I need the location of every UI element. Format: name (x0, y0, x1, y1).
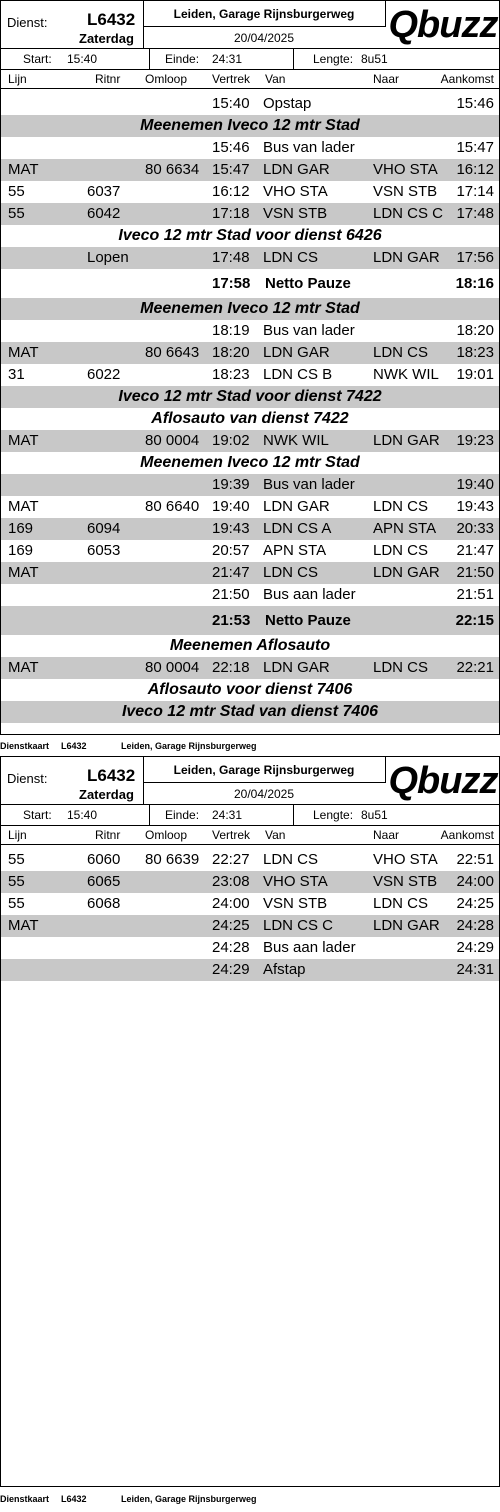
cell-naar: LDN CS C (373, 205, 444, 222)
page-header (1, 1, 499, 49)
cell-aankomst: 19:01 (456, 366, 494, 383)
cell-ritnr: 6022 (87, 366, 121, 383)
cell-omloop: 80 6643 (145, 344, 200, 361)
cell-van: Afstap (263, 961, 306, 978)
section-title-row (1, 225, 499, 247)
qbuzz-logo: Qbuzz (388, 4, 498, 46)
table-row (1, 474, 499, 496)
cell-vertrek: 19:39 (212, 476, 250, 493)
footer-location: Leiden, Garage Rijnsburgerweg (121, 741, 257, 751)
cell-vertrek: 16:12 (212, 183, 250, 200)
cell-omloop: 80 0004 (145, 659, 200, 676)
table-row (1, 342, 499, 364)
cell-naar: VSN STB (373, 873, 438, 890)
cell-ritnr: 6094 (87, 520, 121, 537)
table-row (1, 562, 499, 584)
cell-van: Bus aan lader (263, 586, 356, 603)
table-row (1, 181, 499, 203)
table-row (1, 137, 499, 159)
cell-naar: LDN GAR (373, 249, 440, 266)
col-vertrek: Vertrek (212, 72, 251, 86)
footer-code: L6432 (61, 741, 87, 751)
start-label: Start: (23, 808, 52, 822)
section-title-row (1, 115, 499, 137)
pause-row (1, 269, 499, 298)
cell-naar: LDN CS (373, 659, 429, 676)
cell-aankomst: 15:47 (456, 139, 494, 156)
cell-lijn: MAT (8, 498, 39, 515)
cell-aankomst: 21:47 (456, 542, 494, 559)
col-lijn: Lijn (8, 72, 27, 86)
cell-aankomst: 17:14 (456, 183, 494, 200)
cell-ritnr: 6060 (87, 851, 121, 868)
section-title: Meenemen Iveco 12 mtr Stad (140, 454, 360, 471)
section-title: Meenemen Aflosauto (169, 637, 331, 654)
pause-start: 17:58 (212, 275, 251, 292)
cell-vertrek: 19:40 (212, 498, 250, 515)
cell-lijn: MAT (8, 659, 39, 676)
cell-vertrek: 18:19 (212, 322, 250, 339)
table-row (1, 915, 499, 937)
cell-van: Opstap (263, 95, 312, 112)
cell-ritnr: Lopen (87, 249, 129, 266)
cell-aankomst: 21:51 (456, 586, 494, 603)
cell-lijn: MAT (8, 344, 39, 361)
cell-naar: VSN STB (373, 183, 438, 200)
cell-aankomst: 24:31 (456, 961, 494, 978)
divider (293, 805, 294, 826)
dienst-label: Dienst: (7, 771, 48, 786)
cell-vertrek: 24:29 (212, 961, 250, 978)
section-title: Meenemen Iveco 12 mtr Stad (140, 300, 360, 317)
cell-van: NWK WIL (263, 432, 329, 449)
garage-location: Leiden, Garage Rijnsburgerweg (173, 7, 355, 21)
pause-end: 22:15 (455, 612, 494, 629)
cell-lijn: 169 (8, 542, 34, 559)
start-time: 15:40 (67, 52, 98, 66)
section-title: Iveco 12 mtr Stad voor dienst 6426 (118, 227, 382, 244)
cell-vertrek: 15:40 (212, 95, 250, 112)
cell-omloop: 80 6634 (145, 161, 200, 178)
einde-time: 24:31 (212, 52, 243, 66)
divider (293, 49, 294, 70)
cell-van: Bus aan lader (263, 939, 356, 956)
divider (149, 49, 150, 70)
col-aankomst: Aankomst (440, 72, 494, 86)
cell-van: VSN STB (263, 895, 328, 912)
dienst-label: Dienst: (7, 15, 48, 30)
cell-vertrek: 19:02 (212, 432, 250, 449)
pause-label: Netto Pauze (265, 612, 351, 629)
col-van: Van (265, 72, 286, 86)
page-header (1, 757, 499, 805)
col-aankomst: Aankomst (440, 828, 494, 842)
cell-van: Bus van lader (263, 476, 355, 493)
cell-naar: LDN CS (373, 895, 429, 912)
shift-times-bar (1, 805, 499, 826)
start-time: 15:40 (67, 808, 98, 822)
footer-location: Leiden, Garage Rijnsburgerweg (121, 1494, 257, 1504)
garage-location: Leiden, Garage Rijnsburgerweg (173, 763, 355, 777)
col-ritnr: Ritnr (95, 828, 121, 842)
cell-aankomst: 19:40 (456, 476, 494, 493)
col-omloop: Omloop (145, 828, 188, 842)
footer-code: L6432 (61, 1494, 87, 1504)
cell-naar: VHO STA (373, 161, 438, 178)
cell-aankomst: 19:23 (456, 432, 494, 449)
section-title-row (1, 408, 499, 430)
section-title-row (1, 701, 499, 723)
einde-label: Einde: (165, 808, 200, 822)
lengte-label: Lengte: (313, 52, 354, 66)
cell-naar: VHO STA (373, 851, 438, 868)
cell-lijn: 55 (8, 895, 25, 912)
cell-van: LDN CS (263, 851, 319, 868)
lengte-label: Lengte: (313, 808, 354, 822)
table-row (1, 203, 499, 225)
cell-van: LDN GAR (263, 161, 330, 178)
section-title-row (1, 452, 499, 474)
section-title-row (1, 298, 499, 320)
shift-times-bar (1, 49, 499, 70)
table-row (1, 496, 499, 518)
divider (143, 26, 385, 27)
table-row (1, 518, 499, 540)
cell-aankomst: 18:20 (456, 322, 494, 339)
cell-aankomst: 15:46 (456, 95, 494, 112)
section-title: Iveco 12 mtr Stad van dienst 7406 (121, 703, 379, 720)
cell-van: LDN CS (263, 249, 319, 266)
trip-table (1, 849, 499, 981)
pause-start: 21:53 (212, 612, 251, 629)
cell-aankomst: 17:56 (456, 249, 494, 266)
cell-vertrek: 24:00 (212, 895, 250, 912)
col-van: Van (265, 828, 286, 842)
dienst-day: Zaterdag (79, 787, 134, 802)
cell-vertrek: 15:47 (212, 161, 250, 178)
cell-vertrek: 24:25 (212, 917, 250, 934)
cell-vertrek: 15:46 (212, 139, 250, 156)
cell-aankomst: 19:43 (456, 498, 494, 515)
cell-aankomst: 20:33 (456, 520, 494, 537)
table-row (1, 93, 499, 115)
table-row (1, 320, 499, 342)
cell-ritnr: 6053 (87, 542, 121, 559)
cell-van: LDN CS C (263, 917, 334, 934)
cell-lijn: MAT (8, 161, 39, 178)
cell-aankomst: 16:12 (456, 161, 494, 178)
cell-lijn: 55 (8, 205, 25, 222)
cell-lijn: 55 (8, 873, 25, 890)
cell-van: LDN GAR (263, 344, 330, 361)
cell-lijn: 55 (8, 183, 25, 200)
table-row (1, 540, 499, 562)
cell-vertrek: 21:50 (212, 586, 250, 603)
pause-end: 18:16 (455, 275, 494, 292)
dienstkaart-page-1 (0, 0, 500, 735)
pause-label: Netto Pauze (265, 275, 351, 292)
cell-van: LDN GAR (263, 498, 330, 515)
cell-naar: NWK WIL (373, 366, 439, 383)
cell-aankomst: 24:25 (456, 895, 494, 912)
column-header (1, 826, 499, 845)
divider (143, 782, 385, 783)
cell-ritnr: 6068 (87, 895, 121, 912)
col-naar: Naar (373, 828, 400, 842)
column-header (1, 70, 499, 89)
cell-vertrek: 22:18 (212, 659, 250, 676)
cell-aankomst: 21:50 (456, 564, 494, 581)
table-row (1, 657, 499, 679)
cell-naar: LDN CS (373, 498, 429, 515)
dienstkaart-page-2 (0, 756, 500, 1487)
cell-ritnr: 6042 (87, 205, 121, 222)
cell-lijn: 31 (8, 366, 25, 383)
col-ritnr: Ritnr (95, 72, 121, 86)
cell-lijn: 169 (8, 520, 34, 537)
table-row (1, 584, 499, 606)
cell-van: APN STA (263, 542, 327, 559)
cell-omloop: 80 6640 (145, 498, 200, 515)
cell-naar: LDN GAR (373, 564, 440, 581)
cell-aankomst: 22:21 (456, 659, 494, 676)
cell-van: LDN CS B (263, 366, 333, 383)
cell-van: LDN CS (263, 564, 319, 581)
col-vertrek: Vertrek (212, 828, 251, 842)
cell-naar: LDN CS (373, 344, 429, 361)
cell-naar: LDN CS (373, 542, 429, 559)
cell-vertrek: 21:47 (212, 564, 250, 581)
cell-naar: LDN GAR (373, 917, 440, 934)
cell-omloop: 80 0004 (145, 432, 200, 449)
cell-aankomst: 24:00 (456, 873, 494, 890)
cell-van: Bus van lader (263, 322, 355, 339)
cell-vertrek: 18:20 (212, 344, 250, 361)
cell-van: LDN CS A (263, 520, 332, 537)
dienst-code: L6432 (87, 10, 136, 29)
table-row (1, 871, 499, 893)
cell-lijn: MAT (8, 917, 39, 934)
cell-naar: APN STA (373, 520, 437, 537)
col-naar: Naar (373, 72, 400, 86)
table-row (1, 959, 499, 981)
cell-vertrek: 18:23 (212, 366, 250, 383)
cell-ritnr: 6065 (87, 873, 121, 890)
table-row (1, 159, 499, 181)
cell-vertrek: 23:08 (212, 873, 250, 890)
service-date: 20/04/2025 (233, 787, 295, 801)
cell-van: LDN GAR (263, 659, 330, 676)
einde-label: Einde: (165, 52, 200, 66)
cell-omloop: 80 6639 (145, 851, 200, 868)
pause-row (1, 606, 499, 635)
section-title-row (1, 679, 499, 701)
section-title: Aflosauto voor dienst 7406 (147, 681, 353, 698)
cell-lijn: 55 (8, 851, 25, 868)
section-title: Aflosauto van dienst 7422 (151, 410, 349, 427)
qbuzz-logo: Qbuzz (388, 760, 498, 802)
cell-naar: LDN GAR (373, 432, 440, 449)
section-title: Meenemen Iveco 12 mtr Stad (140, 117, 360, 134)
trip-table (1, 93, 499, 723)
table-row (1, 849, 499, 871)
footer-label: Dienstkaart (0, 1494, 50, 1504)
cell-aankomst: 22:51 (456, 851, 494, 868)
cell-vertrek: 19:43 (212, 520, 250, 537)
cell-van: Bus van lader (263, 139, 355, 156)
cell-lijn: MAT (8, 564, 39, 581)
service-date: 20/04/2025 (233, 31, 295, 45)
dienst-day: Zaterdag (79, 31, 134, 46)
einde-time: 24:31 (212, 808, 243, 822)
cell-ritnr: 6037 (87, 183, 121, 200)
section-title: Iveco 12 mtr Stad voor dienst 7422 (118, 388, 382, 405)
table-row (1, 364, 499, 386)
table-row (1, 247, 499, 269)
cell-vertrek: 20:57 (212, 542, 250, 559)
cell-vertrek: 22:27 (212, 851, 250, 868)
start-label: Start: (23, 52, 52, 66)
cell-aankomst: 17:48 (456, 205, 494, 222)
col-omloop: Omloop (145, 72, 188, 86)
table-row (1, 430, 499, 452)
footer-label: Dienstkaart (0, 741, 50, 751)
table-row (1, 937, 499, 959)
col-lijn: Lijn (8, 828, 27, 842)
lengte-value: 8u51 (361, 52, 388, 66)
section-title-row (1, 386, 499, 408)
cell-aankomst: 18:23 (456, 344, 494, 361)
cell-vertrek: 17:48 (212, 249, 250, 266)
dienst-code: L6432 (87, 766, 136, 785)
cell-aankomst: 24:29 (456, 939, 494, 956)
cell-lijn: MAT (8, 432, 39, 449)
divider (149, 805, 150, 826)
cell-vertrek: 17:18 (212, 205, 250, 222)
cell-van: VSN STB (263, 205, 328, 222)
cell-aankomst: 24:28 (456, 917, 494, 934)
cell-van: VHO STA (263, 873, 328, 890)
cell-van: VHO STA (263, 183, 328, 200)
table-row (1, 893, 499, 915)
lengte-value: 8u51 (361, 808, 388, 822)
cell-vertrek: 24:28 (212, 939, 250, 956)
section-title-row (1, 635, 499, 657)
